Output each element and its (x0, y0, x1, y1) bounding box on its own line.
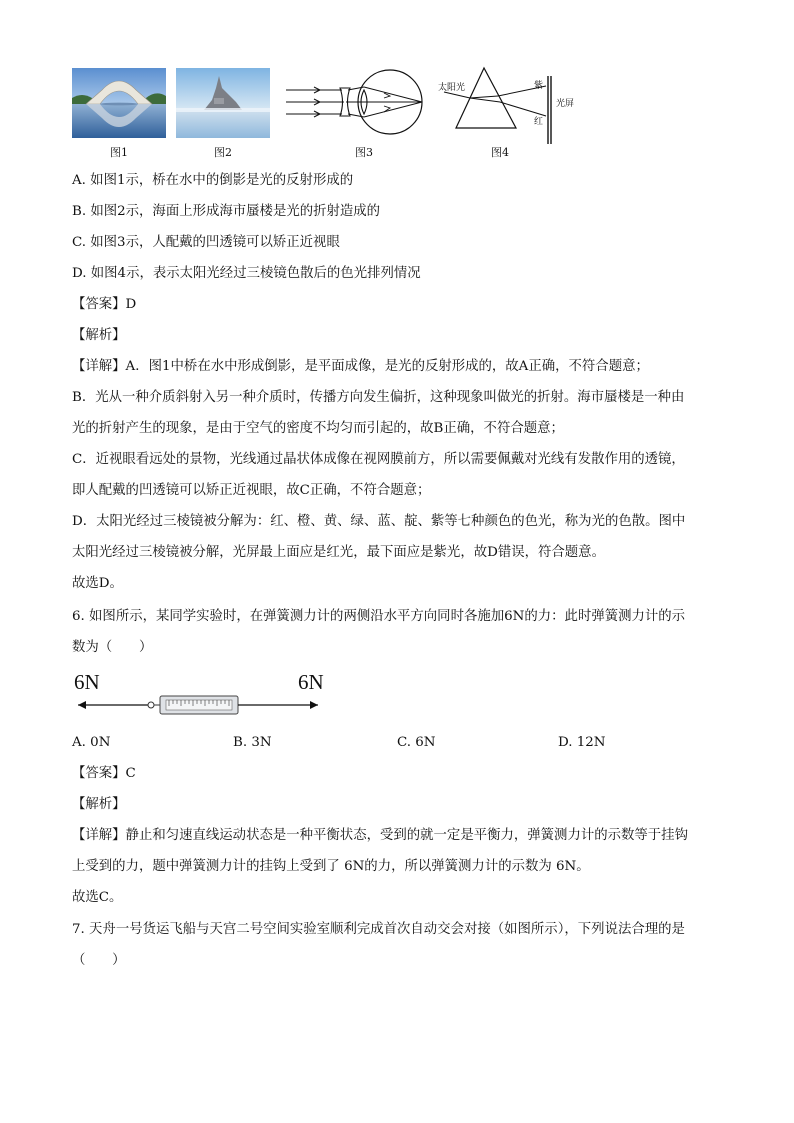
q5-detail-line: 即人配戴的凹透镜可以矫正近视眼，故C正确，不符合题意； (72, 483, 431, 498)
q5-analysis-heading: 【解析】 (72, 328, 126, 343)
q5-option-c: C. 如图3示，人配戴的凹透镜可以矫正近视眼 (72, 235, 340, 250)
bridge-photo (72, 68, 166, 138)
q5-answer: 【答案】D (72, 297, 137, 312)
q6-choice: 故选C。 (72, 890, 123, 905)
q5-option-b: B. 如图2示，海面上形成海市蜃楼是光的折射造成的 (72, 204, 381, 219)
figure-2-caption: 图2 (214, 146, 232, 159)
left-force-label: 6N (74, 670, 100, 694)
q6-analysis-heading: 【解析】 (72, 797, 126, 812)
q5-option-d: D. 如图4示，表示太阳光经过三棱镜色散后的色光排列情况 (72, 266, 421, 281)
q6-detail-line: 【详解】静止和匀速直线运动状态是一种平衡状态，受到的就一定是平衡力，弹簧测力计的示数等于挂钩 (72, 828, 688, 843)
q6-option-a: A. 0N (72, 735, 111, 750)
q6-option-b: B. 3N (233, 735, 272, 750)
q5-detail-line: B．光从一种介质斜射入另一种介质时，传播方向发生偏折，这种现象叫做光的折射。海市蜃楼是一种由 (72, 390, 685, 405)
q6-stem-line: 6. 如图所示，某同学实验时，在弹簧测力计的两侧沿水平方向同时各施加6N的力：此时弹簧测力计的示 (72, 609, 686, 624)
q6-option-d: D. 12N (558, 735, 606, 750)
sunlight-label: 太阳光 (438, 83, 466, 93)
q6-stem-line: 数为（ ） (72, 640, 153, 655)
figure-row (72, 68, 592, 164)
q5-detail-line: 【详解】A．图1中桥在水中形成倒影，是平面成像，是光的反射形成的，故A正确，不符合题意； (72, 359, 649, 374)
q7-stem-line: 7. 天舟一号货运飞船与天宫二号空间实验室顺利完成首次自动交会对接（如图所示），下列说法合理的是 (72, 922, 685, 937)
q6-detail-line: 上受到的力，题中弹簧测力计的挂钩上受到了 6N的力，所以弹簧测力计的示数为 6N。 (72, 859, 590, 874)
q5-detail-line: 光的折射产生的现象，是由于空气的密度不均匀而引起的，故B正确，不符合题意； (72, 421, 564, 436)
q6-answer: 【答案】C (72, 766, 136, 781)
prism-dispersion-diagram (434, 66, 580, 146)
q6-option-c: C. 6N (397, 735, 436, 750)
q5-detail-line: 太阳光经过三棱镜被分解，光屏最上面应是红光，最下面应是紫光，故D错误，符合题意。 (72, 545, 605, 560)
spring-scale-figure (72, 670, 332, 720)
screen-label: 光屏 (556, 99, 575, 109)
eye-lens-diagram (284, 68, 424, 140)
figure-3-caption: 图3 (355, 146, 373, 159)
figure-1-caption: 图1 (110, 146, 128, 159)
right-force-label: 6N (298, 670, 324, 694)
figure-4-caption: 图4 (491, 146, 509, 159)
q5-detail-line: C．近视眼看远处的景物，光线通过晶状体成像在视网膜前方，所以需要佩戴对光线有发散作用的透镜， (72, 452, 685, 467)
red-label: 红 (534, 117, 544, 127)
q5-detail-line: D．太阳光经过三棱镜被分解为：红、橙、黄、绿、蓝、靛、紫等七种颜色的色光，称为光的色散。图中 (72, 514, 686, 529)
q5-option-a: A. 如图1示，桥在水中的倒影是光的反射形成的 (72, 173, 354, 188)
q5-choice: 故选D。 (72, 576, 123, 591)
violet-label: 紫 (534, 81, 544, 91)
q7-stem-line: （ ） (72, 953, 126, 968)
mirage-photo (176, 68, 270, 138)
